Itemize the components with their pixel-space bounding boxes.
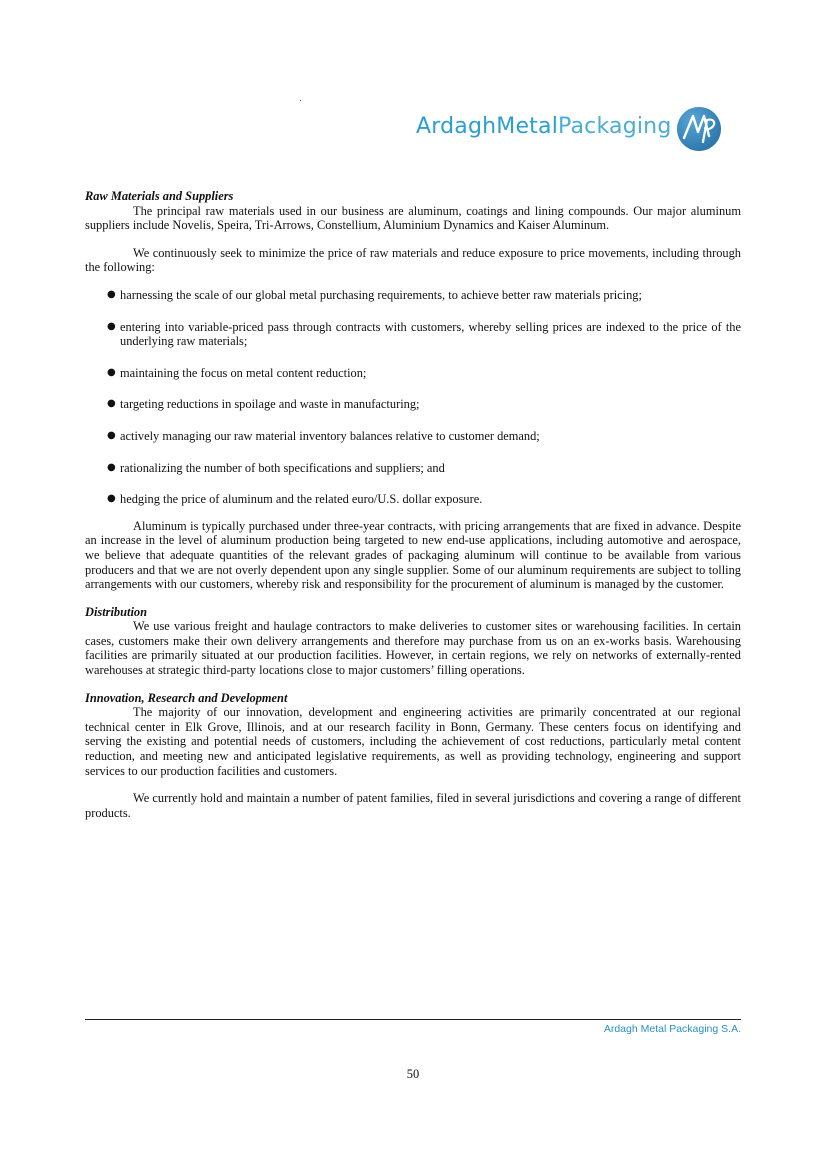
bullet-icon: ● (107, 429, 116, 441)
list-item-text: harnessing the scale of our global metal purchasing requirements, to achieve better raw materials pricing; (120, 287, 642, 302)
list-item (85, 366, 741, 381)
logo-word-metal: Metal (496, 114, 559, 139)
page-number: 50 (406, 1067, 420, 1081)
company-logo-wordmark (416, 113, 672, 141)
section-heading-innovation: Innovation, Research and Development (85, 690, 288, 705)
list-item-text: hedging the price of aluminum and the related euro/U.S. dollar exposure. (120, 492, 483, 507)
paragraph: We continuously seek to minimize the price of raw materials and reduce exposure to price movements, including through the following: (85, 245, 741, 275)
list-item (85, 320, 741, 349)
bullet-list (85, 288, 741, 507)
footer-company-name: Ardagh Metal Packaging S.A. (603, 1023, 741, 1035)
amp-monogram-icon (676, 106, 722, 152)
section-heading-distribution: Distribution (85, 604, 147, 619)
paragraph: We currently hold and maintain a number of patent families, filed in several jurisdictions and covering a range of different products. (85, 791, 741, 820)
paragraph: We use various freight and haulage contractors to make deliveries to customer sites or warehousing facilities. In certain cases, customers make their own delivery arrangements and therefore may purchase from us on an ex-works basis. Warehousing facilities are primarily situated at our production facilities. However, in certain regions, we rely on networks of externally-rented warehouses at strategic third-party locations close to major customers’ filling operations. (85, 619, 741, 678)
main-content (85, 189, 741, 833)
paragraph: Aluminum is typically purchased under three-year contracts, with pricing arrangements that are fixed in advance. Despite an increase in the level of aluminum production being targeted to new end-use applications, including automotive and aerospace, we believe that adequate quantities of the relevant grades of packaging aluminum will continue to be available from various producers and that we are not overly dependent upon any single supplier. Some of our aluminum requirements are subject to tolling arrangements with our customers, whereby risk and responsibility for the procurement of aluminum is managed by the customer. (85, 518, 741, 592)
list-item (85, 397, 741, 412)
logo-word-packaging: Packaging (558, 114, 672, 139)
bullet-icon: ● (107, 320, 116, 332)
footer-divider (85, 1019, 741, 1020)
list-item-text: actively managing our raw material inventory balances relative to customer demand; (120, 428, 540, 443)
list-item-text: rationalizing the number of both specifications and suppliers; and (120, 460, 445, 475)
list-item (85, 492, 741, 507)
bullet-icon: ● (107, 493, 116, 505)
bullet-icon: ● (107, 398, 116, 410)
list-item (85, 429, 741, 444)
bullet-icon: ● (107, 461, 116, 473)
list-item (85, 461, 741, 476)
paragraph: The majority of our innovation, development and engineering activities are primarily concentrated at our regional technical center in Elk Grove, Illinois, and at our research facility in Bonn, Germany. These centers focus on identifying and serving the existing and potential needs of customers, including the achievement of cost reductions, particularly metal content reduction, and meeting new and anticipated legislative requirements, as well as providing technology, engineering and support services to our production facilities and customers. (85, 705, 741, 778)
list-item-text: maintaining the focus on metal content reduction; (120, 365, 367, 380)
list-item-text: entering into variable-priced pass through contracts with customers, whereby selling prices are indexed to the price of the underlying raw materials; (120, 319, 741, 349)
section-heading-raw-materials: Raw Materials and Suppliers (85, 189, 234, 203)
list-item-text: targeting reductions in spoilage and waste in manufacturing; (120, 397, 420, 412)
stray-dot (300, 100, 301, 101)
paragraph: The principal raw materials used in our business are aluminum, coatings and lining compounds. Our major aluminum suppliers include Novelis, Speira, Tri-Arrows, Constellium, Aluminium Dynamics and Kaiser Aluminum. (85, 203, 741, 233)
logo-word-ardagh: Ardagh (416, 114, 497, 139)
bullet-icon: ● (107, 366, 116, 378)
list-item (85, 288, 741, 303)
bullet-icon: ● (107, 288, 116, 300)
